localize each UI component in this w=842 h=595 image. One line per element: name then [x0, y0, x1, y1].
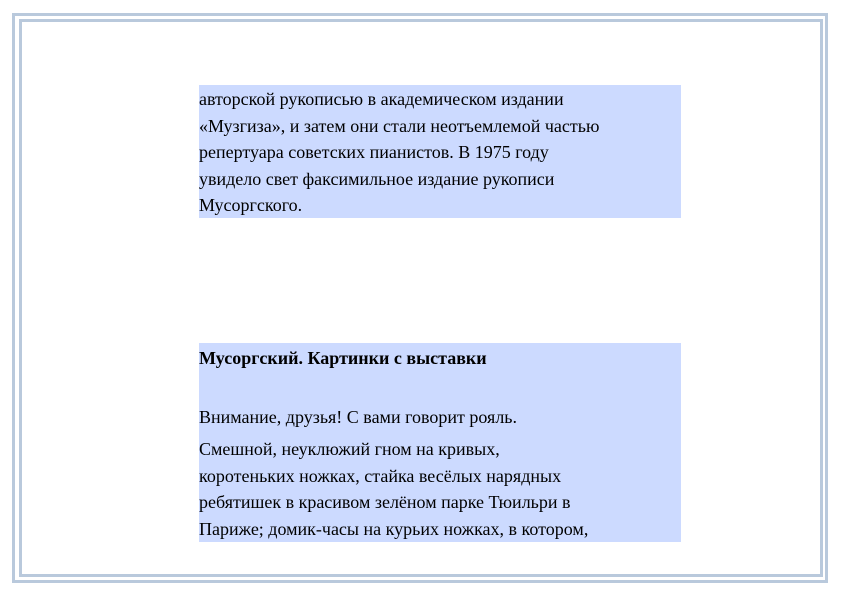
text-line: репертуара советских пианистов. В 1975 году [199, 142, 549, 162]
text-line: ребятишек в красивом зелёном парке Тюильри в [199, 492, 571, 512]
text-line: авторской рукописью в академическом издании [199, 89, 564, 109]
section-heading: Мусоргский. Картинки с выставки [199, 348, 487, 368]
text-line: Мусоргского. [199, 195, 303, 215]
text-block-manuscript [199, 85, 681, 218]
text-line: Смешной, неуклюжий гном на кривых, [199, 439, 500, 459]
text-line: коротеньких ножках, стайка весёлых нарядных [199, 465, 562, 486]
text-block-pictures [199, 343, 681, 542]
text-line: увидело свет факсимильное издание рукописи [199, 168, 555, 189]
intro-line: Внимание, друзья! С вами говорит рояль. [199, 406, 518, 427]
text-line: Париже; домик-часы на курьих ножках, в котором, [199, 518, 589, 539]
text-line: «Музгиза», и затем они стали неотъемлемой частью [199, 115, 600, 136]
